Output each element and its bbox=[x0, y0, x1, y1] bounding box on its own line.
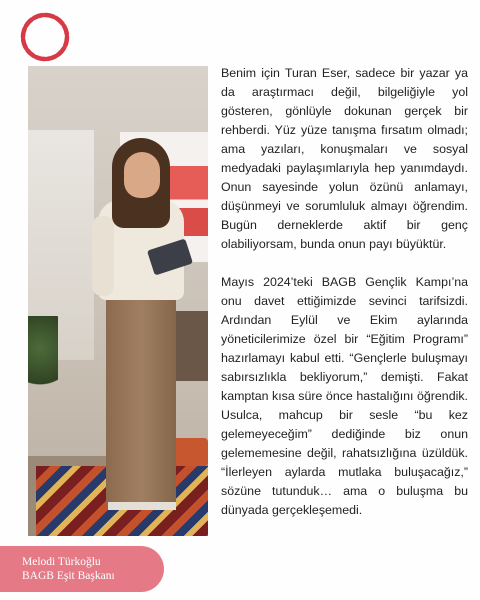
article-paragraph-1: Benim için Turan Eser, sadece bir yazar ya da araştırmacı değil, bilgeliğiyle yol gösteren, gönlüyle dokunan gerçek bir rehberdi. Yüz yüze tanışma fırsatım olmadı; ama yazıları, konuşmaları ve sosyal medyadaki paylaşımlarıyla hep yanımdaydı. Onun sayesinde yolun özünü anlamayı, düşünmeyi ve sorumluluk almayı öğrendim. Bugün derneklerde aktif bir genç olabiliyorsam, bunda onun payı büyüktür. bbox=[221, 66, 468, 251]
article-paragraph-2: Mayıs 2024’teki BAGB Gençlik Kampı’na onu davet ettiğimizde sevinci tarifsizdi. Ardından Eylül ve Ekim aylarında yöneticilerimize özel bir “Eğitim Programı” hazırlamayı kabul etti. “Gençlerle buluşmayı sabırsızlıkla bekliyorum,” demişti. Fakat kamptan kısa süre önce hastalığını öğrendik. Usulca, mahcup bir sesle “bu kez gelemeyeceğim” dediğinde biz onun gelememesine değil, rahatsızlığına üzüldük. “İlerleyen aylarda mutlaka buluşacağız,” sözüne tutunduk… ama o buluşma bu dünyada gerçekleşemedi. bbox=[221, 275, 468, 517]
speaker-photo bbox=[28, 66, 208, 536]
article-text bbox=[221, 64, 468, 520]
author-caption bbox=[0, 546, 164, 592]
author-title: BAGB Eşit Başkanı bbox=[22, 570, 115, 582]
author-name: Melodi Türkoğlu bbox=[22, 556, 101, 568]
red-dotted-ring-icon bbox=[18, 10, 72, 64]
